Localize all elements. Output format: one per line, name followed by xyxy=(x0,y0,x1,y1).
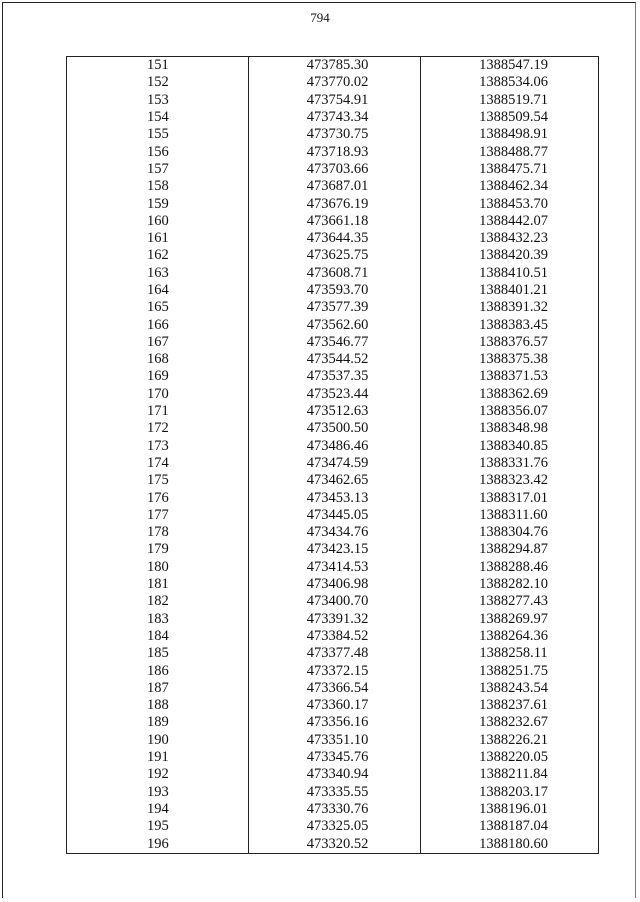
table-row xyxy=(67,386,599,403)
x-coordinate-cell: 473718.93 xyxy=(249,143,421,160)
point-number-cell: 168 xyxy=(67,351,249,368)
y-coordinate-cell: 1388383.45 xyxy=(421,316,599,333)
y-coordinate-cell: 1388258.11 xyxy=(421,645,599,662)
point-number-cell: 170 xyxy=(67,386,249,403)
point-number-cell: 151 xyxy=(67,57,249,75)
table-row xyxy=(67,143,599,160)
table-row xyxy=(67,74,599,91)
point-number-cell: 160 xyxy=(67,213,249,230)
y-coordinate-cell: 1388220.05 xyxy=(421,749,599,766)
table-row xyxy=(67,403,599,420)
y-coordinate-cell: 1388475.71 xyxy=(421,161,599,178)
point-number-cell: 189 xyxy=(67,714,249,731)
table-row xyxy=(67,662,599,679)
point-number-cell: 163 xyxy=(67,265,249,282)
point-number-cell: 190 xyxy=(67,732,249,749)
table-row xyxy=(67,541,599,558)
y-coordinate-cell: 1388410.51 xyxy=(421,265,599,282)
point-number-cell: 166 xyxy=(67,316,249,333)
y-coordinate-cell: 1388311.60 xyxy=(421,507,599,524)
x-coordinate-cell: 473770.02 xyxy=(249,74,421,91)
x-coordinate-cell: 473335.55 xyxy=(249,783,421,800)
table-row xyxy=(67,835,599,853)
x-coordinate-cell: 473486.46 xyxy=(249,438,421,455)
table-row xyxy=(67,178,599,195)
x-coordinate-cell: 473434.76 xyxy=(249,524,421,541)
table-row xyxy=(67,593,599,610)
x-coordinate-cell: 473544.52 xyxy=(249,351,421,368)
x-coordinate-cell: 473730.75 xyxy=(249,126,421,143)
point-number-cell: 186 xyxy=(67,662,249,679)
point-number-cell: 187 xyxy=(67,680,249,697)
table-row xyxy=(67,455,599,472)
y-coordinate-cell: 1388519.71 xyxy=(421,92,599,109)
y-coordinate-cell: 1388243.54 xyxy=(421,680,599,697)
table-row xyxy=(67,109,599,126)
y-coordinate-cell: 1388277.43 xyxy=(421,593,599,610)
x-coordinate-cell: 473703.66 xyxy=(249,161,421,178)
point-number-cell: 179 xyxy=(67,541,249,558)
table-row xyxy=(67,420,599,437)
coordinate-table xyxy=(66,56,599,854)
point-number-cell: 152 xyxy=(67,74,249,91)
point-number-cell: 194 xyxy=(67,801,249,818)
y-coordinate-cell: 1388371.53 xyxy=(421,368,599,385)
point-number-cell: 158 xyxy=(67,178,249,195)
table-row xyxy=(67,559,599,576)
table-row xyxy=(67,195,599,212)
x-coordinate-cell: 473320.52 xyxy=(249,835,421,853)
table-row xyxy=(67,213,599,230)
x-coordinate-cell: 473593.70 xyxy=(249,282,421,299)
y-coordinate-cell: 1388348.98 xyxy=(421,420,599,437)
y-coordinate-cell: 1388304.76 xyxy=(421,524,599,541)
table-row xyxy=(67,818,599,835)
x-coordinate-cell: 473500.50 xyxy=(249,420,421,437)
y-coordinate-cell: 1388432.23 xyxy=(421,230,599,247)
table-row xyxy=(67,645,599,662)
point-number-cell: 165 xyxy=(67,299,249,316)
point-number-cell: 181 xyxy=(67,576,249,593)
point-number-cell: 185 xyxy=(67,645,249,662)
y-coordinate-cell: 1388288.46 xyxy=(421,559,599,576)
y-coordinate-cell: 1388317.01 xyxy=(421,489,599,506)
y-coordinate-cell: 1388442.07 xyxy=(421,213,599,230)
point-number-cell: 196 xyxy=(67,835,249,853)
x-coordinate-cell: 473785.30 xyxy=(249,57,421,75)
table-row xyxy=(67,507,599,524)
point-number-cell: 169 xyxy=(67,368,249,385)
x-coordinate-cell: 473325.05 xyxy=(249,818,421,835)
y-coordinate-cell: 1388269.97 xyxy=(421,611,599,628)
y-coordinate-cell: 1388237.61 xyxy=(421,697,599,714)
table-row xyxy=(67,524,599,541)
point-number-cell: 193 xyxy=(67,783,249,800)
y-coordinate-cell: 1388226.21 xyxy=(421,732,599,749)
point-number-cell: 173 xyxy=(67,438,249,455)
x-coordinate-cell: 473462.65 xyxy=(249,472,421,489)
point-number-cell: 180 xyxy=(67,559,249,576)
x-coordinate-cell: 473414.53 xyxy=(249,559,421,576)
y-coordinate-cell: 1388375.38 xyxy=(421,351,599,368)
point-number-cell: 188 xyxy=(67,697,249,714)
point-number-cell: 184 xyxy=(67,628,249,645)
point-number-cell: 171 xyxy=(67,403,249,420)
y-coordinate-cell: 1388462.34 xyxy=(421,178,599,195)
y-coordinate-cell: 1388282.10 xyxy=(421,576,599,593)
point-number-cell: 154 xyxy=(67,109,249,126)
table-row xyxy=(67,351,599,368)
table-row xyxy=(67,489,599,506)
table-row xyxy=(67,299,599,316)
point-number-cell: 172 xyxy=(67,420,249,437)
x-coordinate-cell: 473474.59 xyxy=(249,455,421,472)
table-row xyxy=(67,368,599,385)
point-number-cell: 156 xyxy=(67,143,249,160)
y-coordinate-cell: 1388401.21 xyxy=(421,282,599,299)
point-number-cell: 157 xyxy=(67,161,249,178)
table-row xyxy=(67,472,599,489)
x-coordinate-cell: 473537.35 xyxy=(249,368,421,385)
table-row xyxy=(67,265,599,282)
x-coordinate-cell: 473743.34 xyxy=(249,109,421,126)
table-row xyxy=(67,801,599,818)
y-coordinate-cell: 1388453.70 xyxy=(421,195,599,212)
x-coordinate-cell: 473345.76 xyxy=(249,749,421,766)
x-coordinate-cell: 473356.16 xyxy=(249,714,421,731)
y-coordinate-cell: 1388331.76 xyxy=(421,455,599,472)
y-coordinate-cell: 1388323.42 xyxy=(421,472,599,489)
point-number-cell: 191 xyxy=(67,749,249,766)
y-coordinate-cell: 1388509.54 xyxy=(421,109,599,126)
table-row xyxy=(67,766,599,783)
table-row xyxy=(67,697,599,714)
y-coordinate-cell: 1388294.87 xyxy=(421,541,599,558)
y-coordinate-cell: 1388211.84 xyxy=(421,766,599,783)
point-number-cell: 159 xyxy=(67,195,249,212)
point-number-cell: 174 xyxy=(67,455,249,472)
y-coordinate-cell: 1388391.32 xyxy=(421,299,599,316)
x-coordinate-cell: 473330.76 xyxy=(249,801,421,818)
table-row xyxy=(67,628,599,645)
y-coordinate-cell: 1388362.69 xyxy=(421,386,599,403)
table-row xyxy=(67,282,599,299)
y-coordinate-cell: 1388180.60 xyxy=(421,835,599,853)
x-coordinate-cell: 473577.39 xyxy=(249,299,421,316)
point-number-cell: 182 xyxy=(67,593,249,610)
point-number-cell: 177 xyxy=(67,507,249,524)
point-number-cell: 178 xyxy=(67,524,249,541)
y-coordinate-cell: 1388196.01 xyxy=(421,801,599,818)
y-coordinate-cell: 1388547.19 xyxy=(421,57,599,75)
x-coordinate-cell: 473661.18 xyxy=(249,213,421,230)
table-row xyxy=(67,576,599,593)
x-coordinate-cell: 473608.71 xyxy=(249,265,421,282)
point-number-cell: 176 xyxy=(67,489,249,506)
y-coordinate-cell: 1388376.57 xyxy=(421,334,599,351)
table-row xyxy=(67,334,599,351)
x-coordinate-cell: 473384.52 xyxy=(249,628,421,645)
x-coordinate-cell: 473391.32 xyxy=(249,611,421,628)
point-number-cell: 155 xyxy=(67,126,249,143)
y-coordinate-cell: 1388498.91 xyxy=(421,126,599,143)
point-number-cell: 195 xyxy=(67,818,249,835)
y-coordinate-cell: 1388264.36 xyxy=(421,628,599,645)
page-number: 794 xyxy=(310,10,330,25)
x-coordinate-cell: 473562.60 xyxy=(249,316,421,333)
x-coordinate-cell: 473366.54 xyxy=(249,680,421,697)
point-number-cell: 192 xyxy=(67,766,249,783)
x-coordinate-cell: 473453.13 xyxy=(249,489,421,506)
table-row xyxy=(67,316,599,333)
x-coordinate-cell: 473351.10 xyxy=(249,732,421,749)
point-number-cell: 183 xyxy=(67,611,249,628)
y-coordinate-cell: 1388187.04 xyxy=(421,818,599,835)
point-number-cell: 164 xyxy=(67,282,249,299)
table-row xyxy=(67,126,599,143)
table-row xyxy=(67,57,599,75)
x-coordinate-cell: 473340.94 xyxy=(249,766,421,783)
table-row xyxy=(67,92,599,109)
y-coordinate-cell: 1388203.17 xyxy=(421,783,599,800)
y-coordinate-cell: 1388534.06 xyxy=(421,74,599,91)
x-coordinate-cell: 473377.48 xyxy=(249,645,421,662)
x-coordinate-cell: 473372.15 xyxy=(249,662,421,679)
x-coordinate-cell: 473360.17 xyxy=(249,697,421,714)
x-coordinate-cell: 473423.15 xyxy=(249,541,421,558)
y-coordinate-cell: 1388251.75 xyxy=(421,662,599,679)
y-coordinate-cell: 1388232.67 xyxy=(421,714,599,731)
x-coordinate-cell: 473644.35 xyxy=(249,230,421,247)
coordinate-table-body xyxy=(67,57,599,854)
x-coordinate-cell: 473546.77 xyxy=(249,334,421,351)
table-row xyxy=(67,438,599,455)
y-coordinate-cell: 1388356.07 xyxy=(421,403,599,420)
point-number-cell: 162 xyxy=(67,247,249,264)
y-coordinate-cell: 1388488.77 xyxy=(421,143,599,160)
x-coordinate-cell: 473400.70 xyxy=(249,593,421,610)
y-coordinate-cell: 1388420.39 xyxy=(421,247,599,264)
table-row xyxy=(67,783,599,800)
x-coordinate-cell: 473676.19 xyxy=(249,195,421,212)
point-number-cell: 153 xyxy=(67,92,249,109)
point-number-cell: 175 xyxy=(67,472,249,489)
x-coordinate-cell: 473523.44 xyxy=(249,386,421,403)
table-row xyxy=(67,161,599,178)
x-coordinate-cell: 473687.01 xyxy=(249,178,421,195)
table-row xyxy=(67,749,599,766)
table-row xyxy=(67,247,599,264)
y-coordinate-cell: 1388340.85 xyxy=(421,438,599,455)
x-coordinate-cell: 473625.75 xyxy=(249,247,421,264)
x-coordinate-cell: 473406.98 xyxy=(249,576,421,593)
x-coordinate-cell: 473445.05 xyxy=(249,507,421,524)
x-coordinate-cell: 473754.91 xyxy=(249,92,421,109)
table-row xyxy=(67,680,599,697)
point-number-cell: 161 xyxy=(67,230,249,247)
point-number-cell: 167 xyxy=(67,334,249,351)
table-row xyxy=(67,611,599,628)
table-row xyxy=(67,732,599,749)
x-coordinate-cell: 473512.63 xyxy=(249,403,421,420)
table-row xyxy=(67,714,599,731)
table-row xyxy=(67,230,599,247)
